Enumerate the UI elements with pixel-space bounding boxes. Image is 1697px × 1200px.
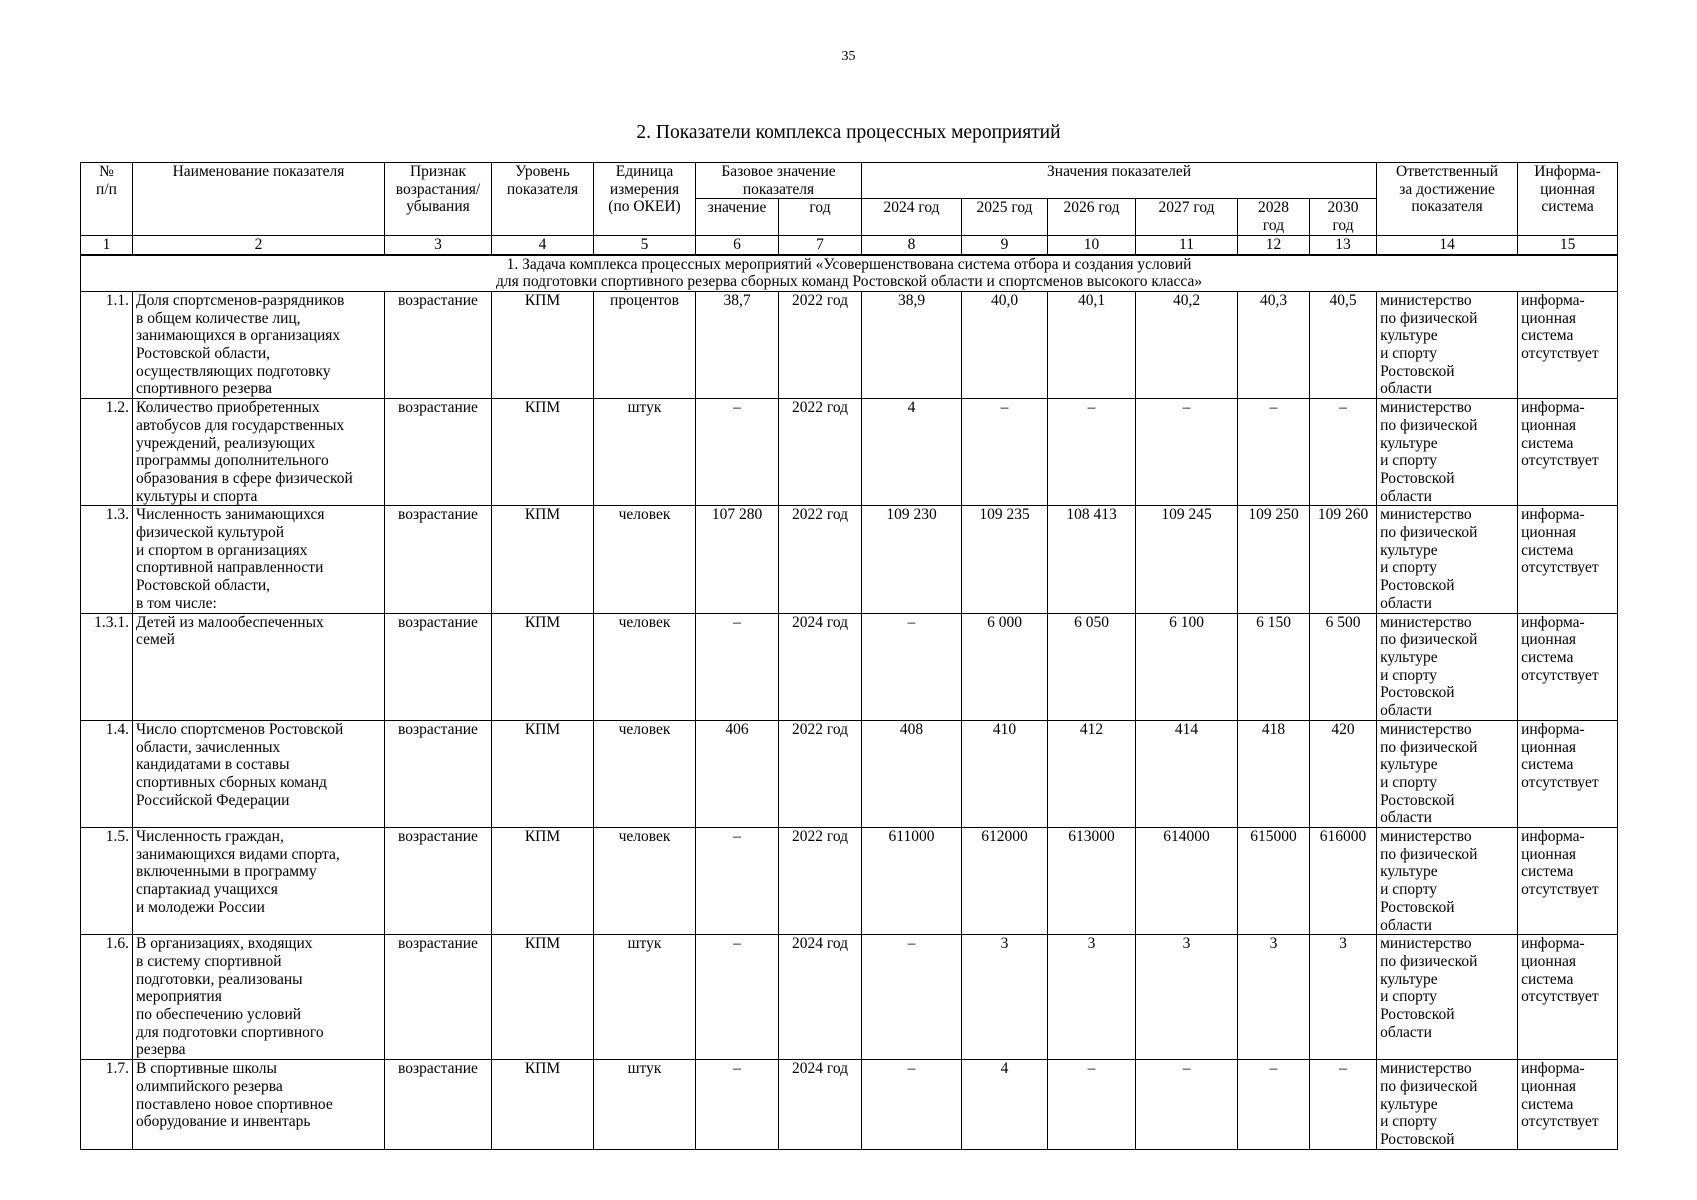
year-value: – <box>1310 1060 1377 1150</box>
year-value: – <box>1048 1060 1136 1150</box>
base-year: 2022 год <box>779 720 862 827</box>
measure-unit: человек <box>594 613 696 720</box>
indicator-name: Количество приобретенных автобусов для государственных учреждений, реализующих программы дополнительного образования в сфере физической культуры и спорта <box>133 399 385 506</box>
year-value: – <box>962 399 1048 506</box>
trend-sign: возрастание <box>385 720 492 827</box>
base-value: – <box>696 828 779 935</box>
table-row <box>81 1060 1618 1150</box>
base-year: 2022 год <box>779 828 862 935</box>
year-value: 3 <box>1048 935 1136 1060</box>
header-base: Базовое значение показателя <box>696 163 862 199</box>
indicator-level: КПМ <box>492 1060 594 1150</box>
year-value: 612000 <box>962 828 1048 935</box>
responsible-body: министерство по физической культуре и спорту Ростовской области <box>1377 506 1518 613</box>
year-value: 40,5 <box>1310 291 1377 398</box>
responsible-body: министерство по физической культуре и спорту Ростовской области <box>1377 935 1518 1060</box>
base-value: 107 280 <box>696 506 779 613</box>
indicator-name: Численность граждан, занимающихся видами спорта, включенными в программу спартакиад учащихся и молодежи России <box>133 828 385 935</box>
page-number: 35 <box>841 49 856 64</box>
measure-unit: штук <box>594 935 696 1060</box>
measure-unit: процентов <box>594 291 696 398</box>
year-value: 109 245 <box>1136 506 1238 613</box>
year-value: 6 000 <box>962 613 1048 720</box>
indicator-name: Детей из малообеспеченных семей <box>133 613 385 720</box>
header-values: Значения показателей <box>862 163 1377 199</box>
column-number: 11 <box>1136 235 1238 254</box>
row-number: 1.1. <box>81 291 133 398</box>
column-number: 4 <box>492 235 594 254</box>
base-year: 2024 год <box>779 935 862 1060</box>
information-system: информа- ционная система отсутствует <box>1518 1060 1618 1150</box>
row-number: 1.2. <box>81 399 133 506</box>
measure-unit: человек <box>594 720 696 827</box>
base-value: – <box>696 399 779 506</box>
indicator-level: КПМ <box>492 935 594 1060</box>
table-row <box>81 399 1618 506</box>
column-number: 8 <box>862 235 962 254</box>
trend-sign: возрастание <box>385 291 492 398</box>
year-value: – <box>1136 1060 1238 1150</box>
year-value: 420 <box>1310 720 1377 827</box>
page-title: 2. Показатели комплекса процессных мероприятий <box>636 122 1061 143</box>
column-number: 7 <box>779 235 862 254</box>
indicator-name: В спортивные школы олимпийского резерва поставлено новое спортивное оборудование и инвентарь <box>133 1060 385 1150</box>
task-title: 1. Задача комплекса процессных мероприятий «Усовершенствована система отбора и создания условий для подготовки спортивного резерва сборных команд Ростовской области и спортсменов высокого класса» <box>81 255 1618 292</box>
base-year: 2024 год <box>779 613 862 720</box>
row-number: 1.3. <box>81 506 133 613</box>
indicator-level: КПМ <box>492 291 594 398</box>
trend-sign: возрастание <box>385 1060 492 1150</box>
column-number: 1 <box>81 235 133 254</box>
responsible-body: министерство по физической культуре и спорту Ростовской области <box>1377 291 1518 398</box>
table-row <box>81 613 1618 720</box>
indicator-level: КПМ <box>492 506 594 613</box>
header-level: Уровень показателя <box>492 163 594 236</box>
information-system: информа- ционная система отсутствует <box>1518 613 1618 720</box>
year-value: 616000 <box>1310 828 1377 935</box>
information-system: информа- ционная система отсутствует <box>1518 720 1618 827</box>
measure-unit: человек <box>594 506 696 613</box>
column-number: 10 <box>1048 235 1136 254</box>
year-value: 3 <box>962 935 1048 1060</box>
base-year: 2022 год <box>779 291 862 398</box>
year-value: – <box>1136 399 1238 506</box>
header-base-year: год <box>779 199 862 235</box>
column-number: 12 <box>1238 235 1310 254</box>
indicators-table <box>80 162 1618 1150</box>
trend-sign: возрастание <box>385 399 492 506</box>
base-value: – <box>696 613 779 720</box>
trend-sign: возрастание <box>385 506 492 613</box>
header-year: 2030 год <box>1310 199 1377 235</box>
header-base-value: значение <box>696 199 779 235</box>
year-value: 3 <box>1136 935 1238 1060</box>
table-row <box>81 828 1618 935</box>
base-value: – <box>696 1060 779 1150</box>
year-value: 3 <box>1238 935 1310 1060</box>
task-row <box>81 255 1618 292</box>
year-value: 109 250 <box>1238 506 1310 613</box>
indicator-level: КПМ <box>492 613 594 720</box>
measure-unit: штук <box>594 399 696 506</box>
base-year: 2022 год <box>779 506 862 613</box>
header-num: № п/п <box>81 163 133 236</box>
year-value: 3 <box>1310 935 1377 1060</box>
column-number: 15 <box>1518 235 1618 254</box>
trend-sign: возрастание <box>385 935 492 1060</box>
year-value: 408 <box>862 720 962 827</box>
information-system: информа- ционная система отсутствует <box>1518 291 1618 398</box>
year-value: 615000 <box>1238 828 1310 935</box>
year-value: 40,0 <box>962 291 1048 398</box>
year-value: – <box>862 935 962 1060</box>
row-number: 1.7. <box>81 1060 133 1150</box>
row-number: 1.4. <box>81 720 133 827</box>
responsible-body: министерство по физической культуре и спорту Ростовской области <box>1377 613 1518 720</box>
column-number: 3 <box>385 235 492 254</box>
column-number: 13 <box>1310 235 1377 254</box>
header-year: 2028 год <box>1238 199 1310 235</box>
year-value: 6 050 <box>1048 613 1136 720</box>
header-unit: Единица измерения (по ОКЕИ) <box>594 163 696 236</box>
year-value: 614000 <box>1136 828 1238 935</box>
table-header <box>81 163 1618 236</box>
year-value: – <box>862 1060 962 1150</box>
information-system: информа- ционная система отсутствует <box>1518 506 1618 613</box>
table-row <box>81 935 1618 1060</box>
indicator-name: Доля спортсменов-разрядников в общем количестве лиц, занимающихся в организациях Ростовской области, осуществляющих подготовку спортивного резерва <box>133 291 385 398</box>
year-value: – <box>1238 399 1310 506</box>
measure-unit: штук <box>594 1060 696 1150</box>
column-number-row <box>81 235 1618 254</box>
base-year: 2024 год <box>779 1060 862 1150</box>
indicator-name: Число спортсменов Ростовской области, зачисленных кандидатами в составы спортивных сборных команд Российской Федерации <box>133 720 385 827</box>
year-value: 6 500 <box>1310 613 1377 720</box>
year-value: 414 <box>1136 720 1238 827</box>
year-value: 40,1 <box>1048 291 1136 398</box>
column-number: 9 <box>962 235 1048 254</box>
indicator-name: В организациях, входящих в систему спортивной подготовки, реализованы мероприятия по обеспечению условий для подготовки спортивного резерва <box>133 935 385 1060</box>
year-value: 38,9 <box>862 291 962 398</box>
year-value: 6 150 <box>1238 613 1310 720</box>
year-value: 109 235 <box>962 506 1048 613</box>
year-value: 412 <box>1048 720 1136 827</box>
year-value: 410 <box>962 720 1048 827</box>
indicator-level: КПМ <box>492 399 594 506</box>
column-number: 5 <box>594 235 696 254</box>
table-body <box>81 235 1618 1149</box>
row-number: 1.6. <box>81 935 133 1060</box>
year-value: 40,2 <box>1136 291 1238 398</box>
information-system: информа- ционная система отсутствует <box>1518 828 1618 935</box>
responsible-body: министерство по физической культуре и спорту Ростовской области <box>1377 399 1518 506</box>
column-number: 6 <box>696 235 779 254</box>
year-value: 611000 <box>862 828 962 935</box>
header-responsible: Ответственный за достижение показателя <box>1377 163 1518 236</box>
base-value: 38,7 <box>696 291 779 398</box>
base-value: 406 <box>696 720 779 827</box>
year-value: 108 413 <box>1048 506 1136 613</box>
base-year: 2022 год <box>779 399 862 506</box>
header-trend: Признак возрастания/ убывания <box>385 163 492 236</box>
indicator-level: КПМ <box>492 828 594 935</box>
measure-unit: человек <box>594 828 696 935</box>
header-year: 2026 год <box>1048 199 1136 235</box>
column-number: 2 <box>133 235 385 254</box>
year-value: 613000 <box>1048 828 1136 935</box>
header-year: 2027 год <box>1136 199 1238 235</box>
information-system: информа- ционная система отсутствует <box>1518 399 1618 506</box>
year-value: – <box>862 613 962 720</box>
year-value: 4 <box>862 399 962 506</box>
year-value: 109 260 <box>1310 506 1377 613</box>
responsible-body: министерство по физической культуре и спорту Ростовской области <box>1377 720 1518 827</box>
indicator-level: КПМ <box>492 720 594 827</box>
year-value: – <box>1310 399 1377 506</box>
trend-sign: возрастание <box>385 828 492 935</box>
table-row <box>81 720 1618 827</box>
header-year: 2024 год <box>862 199 962 235</box>
responsible-body: министерство по физической культуре и спорту Ростовской <box>1377 1060 1518 1150</box>
year-value: 109 230 <box>862 506 962 613</box>
header-system: Информа- ционная система <box>1518 163 1618 236</box>
year-value: 40,3 <box>1238 291 1310 398</box>
year-value: – <box>1238 1060 1310 1150</box>
table-row <box>81 506 1618 613</box>
responsible-body: министерство по физической культуре и спорту Ростовской области <box>1377 828 1518 935</box>
header-year: 2025 год <box>962 199 1048 235</box>
year-value: – <box>1048 399 1136 506</box>
column-number: 14 <box>1377 235 1518 254</box>
trend-sign: возрастание <box>385 613 492 720</box>
year-value: 4 <box>962 1060 1048 1150</box>
information-system: информа- ционная система отсутствует <box>1518 935 1618 1060</box>
row-number: 1.3.1. <box>81 613 133 720</box>
year-value: 418 <box>1238 720 1310 827</box>
base-value: – <box>696 935 779 1060</box>
table-row <box>81 291 1618 398</box>
indicator-name: Численность занимающихся физической культурой и спортом в организациях спортивной направленности Ростовской области, в том числе: <box>133 506 385 613</box>
header-name: Наименование показателя <box>133 163 385 236</box>
year-value: 6 100 <box>1136 613 1238 720</box>
row-number: 1.5. <box>81 828 133 935</box>
